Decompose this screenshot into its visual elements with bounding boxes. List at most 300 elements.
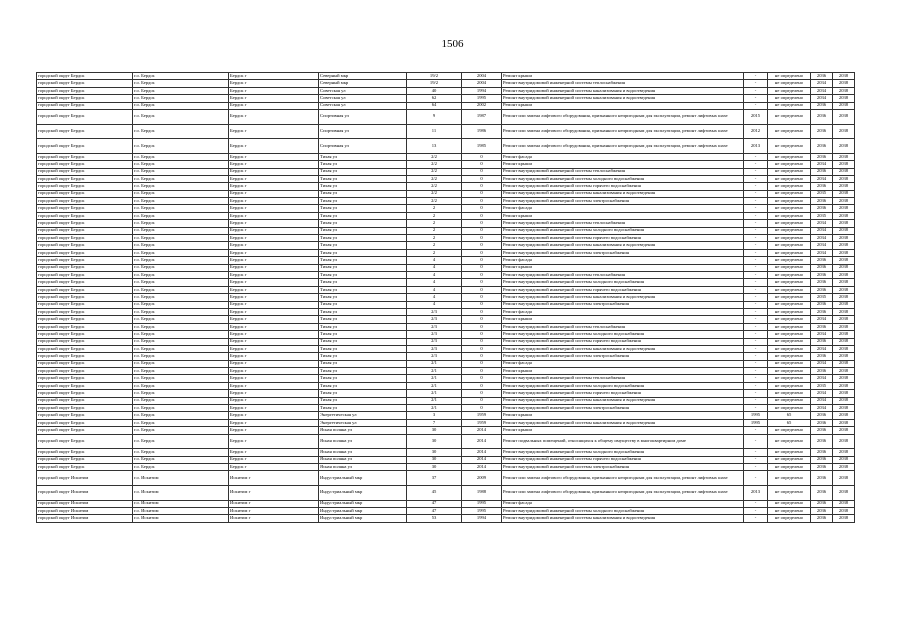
cell-plan-year-start: 2036 (811, 168, 833, 175)
cell-plan-year-end: 2038 (833, 500, 855, 507)
cell-locality: Бердск г (229, 308, 319, 315)
cell-last-repair-year: - (744, 434, 768, 449)
cell-street: Тихая ул (319, 353, 407, 360)
cell-house-number: 2/2 (407, 198, 462, 205)
cell-work-type: Ремонт фасада (502, 308, 744, 315)
cell-locality: Бердск г (229, 353, 319, 360)
cell-plan-year-end: 2038 (833, 390, 855, 397)
cell-plan-year-start: 2035 (811, 294, 833, 301)
cell-plan-year-start: 2034 (811, 249, 833, 256)
cell-wear-percent: не определено (768, 405, 811, 412)
cell-house-number: 2/2 (407, 183, 462, 190)
cell-plan-year-end: 2038 (833, 190, 855, 197)
cell-build-year: 2014 (462, 449, 502, 456)
cell-settlement: г.о. Бердск (133, 434, 229, 449)
cell-plan-year-end: 2038 (833, 515, 855, 522)
cell-plan-year-start: 2034 (811, 345, 833, 352)
table-row (37, 331, 855, 338)
cell-locality: Бердск г (229, 264, 319, 271)
cell-plan-year-start: 2036 (811, 485, 833, 500)
cell-wear-percent: не определено (768, 227, 811, 234)
cell-settlement: г.о. Бердск (133, 190, 229, 197)
cell-street: Тихая ул (319, 168, 407, 175)
table-row (37, 286, 855, 293)
cell-municipality: городской округ Бердск (37, 405, 133, 412)
cell-street: Советская ул (319, 102, 407, 109)
cell-settlement: г.о. Бердск (133, 95, 229, 102)
cell-locality: Бердск г (229, 271, 319, 278)
cell-house-number: 30 (407, 456, 462, 463)
cell-municipality: городской округ Бердск (37, 168, 133, 175)
table-row (37, 507, 855, 514)
cell-plan-year-end: 2038 (833, 412, 855, 419)
table-row (37, 368, 855, 375)
cell-settlement: г.о. Искитим (133, 515, 229, 522)
cell-wear-percent: не определено (768, 87, 811, 94)
cell-plan-year-end: 2038 (833, 161, 855, 168)
cell-plan-year-start: 2036 (811, 507, 833, 514)
table-row (37, 95, 855, 102)
cell-build-year: 0 (462, 353, 502, 360)
table-row (37, 271, 855, 278)
cell-wear-percent: не определено (768, 485, 811, 500)
cell-municipality: городской округ Бердск (37, 390, 133, 397)
cell-last-repair-year: - (744, 463, 768, 470)
cell-plan-year-start: 2036 (811, 463, 833, 470)
cell-work-type: Ремонт внутридомовой инженерной системы горячего водоснабжения (502, 235, 744, 242)
cell-plan-year-end: 2038 (833, 485, 855, 500)
cell-work-type: Ремонт фасада (502, 257, 744, 264)
cell-wear-percent: не определено (768, 95, 811, 102)
cell-settlement: г.о. Бердск (133, 220, 229, 227)
cell-locality: Бердск г (229, 205, 319, 212)
cell-work-type: Ремонт внутридомовой инженерной системы холодного водоснабжения (502, 279, 744, 286)
cell-municipality: городской округ Бердск (37, 331, 133, 338)
cell-street: Тихая ул (319, 227, 407, 234)
cell-municipality: городской округ Бердск (37, 87, 133, 94)
cell-settlement: г.о. Бердск (133, 264, 229, 271)
cell-locality: Бердск г (229, 95, 319, 102)
cell-plan-year-start: 2036 (811, 264, 833, 271)
table-row (37, 397, 855, 404)
table-row (37, 205, 855, 212)
cell-municipality: городской округ Бердск (37, 198, 133, 205)
cell-work-type: Ремонт внутридомовой инженерной системы канализования и водоотведения (502, 397, 744, 404)
cell-plan-year-start: 2034 (811, 390, 833, 397)
cell-municipality: городской округ Бердск (37, 205, 133, 212)
cell-wear-percent: не определено (768, 294, 811, 301)
cell-settlement: г.о. Бердск (133, 375, 229, 382)
cell-municipality: городской округ Бердск (37, 220, 133, 227)
cell-work-type: Ремонт крыши (502, 212, 744, 219)
cell-wear-percent: не определено (768, 220, 811, 227)
cell-work-type: Ремонт или замена лифтового оборудования, признанного непригодным для эксплуатации, ремонт лифтовых шахт (502, 109, 744, 124)
cell-plan-year-start: 2034 (811, 175, 833, 182)
cell-street: Тихая ул (319, 198, 407, 205)
cell-wear-percent: не определено (768, 264, 811, 271)
cell-municipality: городской округ Бердск (37, 124, 133, 139)
cell-street: Тихая ул (319, 183, 407, 190)
cell-last-repair-year: - (744, 257, 768, 264)
cell-municipality: городской округ Искитим (37, 515, 133, 522)
cell-municipality: городской округ Бердск (37, 80, 133, 87)
cell-locality: Бердск г (229, 153, 319, 160)
cell-build-year: 0 (462, 382, 502, 389)
cell-plan-year-end: 2038 (833, 220, 855, 227)
cell-house-number: 53 (407, 515, 462, 522)
cell-build-year: 1988 (462, 485, 502, 500)
cell-locality: Бердск г (229, 331, 319, 338)
cell-wear-percent: не определено (768, 434, 811, 449)
cell-settlement: г.о. Бердск (133, 87, 229, 94)
cell-municipality: городской округ Бердск (37, 449, 133, 456)
cell-plan-year-end: 2038 (833, 153, 855, 160)
cell-work-type: Ремонт внутридомовой инженерной системы холодного водоснабжения (502, 507, 744, 514)
cell-street: Тихая ул (319, 190, 407, 197)
cell-municipality: городской округ Бердск (37, 345, 133, 352)
cell-house-number: 4 (407, 294, 462, 301)
cell-street: Энергетическая ул (319, 412, 407, 419)
cell-plan-year-start: 2035 (811, 382, 833, 389)
cell-work-type: Ремонт крыши (502, 161, 744, 168)
table-row (37, 80, 855, 87)
cell-locality: Бердск г (229, 212, 319, 219)
cell-last-repair-year: - (744, 456, 768, 463)
cell-plan-year-end: 2038 (833, 257, 855, 264)
table-row (37, 139, 855, 154)
cell-house-number: 7 (407, 419, 462, 426)
cell-plan-year-start: 2036 (811, 456, 833, 463)
cell-last-repair-year: - (744, 73, 768, 80)
cell-municipality: городской округ Бердск (37, 73, 133, 80)
cell-municipality: городской округ Искитим (37, 471, 133, 486)
cell-house-number: 19/2 (407, 80, 462, 87)
cell-house-number: 2 (407, 235, 462, 242)
cell-plan-year-start: 2036 (811, 124, 833, 139)
cell-house-number: 2/2 (407, 175, 462, 182)
cell-house-number: 2/1 (407, 375, 462, 382)
cell-house-number: 2 (407, 227, 462, 234)
cell-last-repair-year: - (744, 227, 768, 234)
cell-plan-year-end: 2038 (833, 73, 855, 80)
cell-locality: Бердск г (229, 242, 319, 249)
cell-work-type: Ремонт внутридомовой инженерной системы теплоснабжения (502, 375, 744, 382)
cell-house-number: 4 (407, 286, 462, 293)
cell-wear-percent: не определено (768, 212, 811, 219)
cell-work-type: Ремонт внутридомовой инженерной системы канализования и водоотведения (502, 95, 744, 102)
cell-house-number: 45 (407, 485, 462, 500)
cell-work-type: Ремонт или замена лифтового оборудования, признанного непригодным для эксплуатации, ремонт лифтовых шахт (502, 124, 744, 139)
cell-work-type: Ремонт внутридомовой инженерной системы горячего водоснабжения (502, 456, 744, 463)
table-body (37, 73, 855, 523)
cell-build-year: 0 (462, 316, 502, 323)
table-row (37, 390, 855, 397)
cell-wear-percent: не определено (768, 323, 811, 330)
cell-last-repair-year: 2013 (744, 485, 768, 500)
cell-settlement: г.о. Бердск (133, 353, 229, 360)
table-row (37, 382, 855, 389)
table-row (37, 249, 855, 256)
cell-municipality: городской округ Бердск (37, 190, 133, 197)
table-row (37, 434, 855, 449)
cell-plan-year-start: 2036 (811, 419, 833, 426)
cell-street: Советская ул (319, 87, 407, 94)
cell-build-year: 2014 (462, 427, 502, 434)
cell-street: Тихая ул (319, 153, 407, 160)
cell-last-repair-year: - (744, 242, 768, 249)
cell-settlement: г.о. Бердск (133, 308, 229, 315)
cell-last-repair-year: - (744, 153, 768, 160)
cell-locality: Бердск г (229, 412, 319, 419)
cell-municipality: городской округ Бердск (37, 294, 133, 301)
cell-house-number: 2/3 (407, 316, 462, 323)
cell-plan-year-end: 2038 (833, 279, 855, 286)
cell-plan-year-start: 2036 (811, 257, 833, 264)
table-row (37, 456, 855, 463)
cell-build-year: 0 (462, 331, 502, 338)
cell-wear-percent: не определено (768, 124, 811, 139)
cell-locality: Искитим г (229, 500, 319, 507)
cell-build-year: 1995 (462, 95, 502, 102)
cell-locality: Бердск г (229, 124, 319, 139)
table-row (37, 485, 855, 500)
cell-last-repair-year: - (744, 264, 768, 271)
cell-house-number: 2/1 (407, 390, 462, 397)
cell-plan-year-start: 2034 (811, 331, 833, 338)
cell-house-number: 2/3 (407, 345, 462, 352)
cell-settlement: г.о. Бердск (133, 271, 229, 278)
cell-municipality: городской округ Бердск (37, 249, 133, 256)
cell-wear-percent: не определено (768, 382, 811, 389)
table-row (37, 124, 855, 139)
cell-street: Ясная поляна ул (319, 456, 407, 463)
table-row (37, 449, 855, 456)
cell-plan-year-end: 2038 (833, 360, 855, 367)
cell-work-type: Ремонт внутридомовой инженерной системы электроснабжения (502, 405, 744, 412)
cell-wear-percent: не определено (768, 102, 811, 109)
cell-settlement: г.о. Бердск (133, 257, 229, 264)
cell-work-type: Ремонт внутридомовой инженерной системы электроснабжения (502, 198, 744, 205)
cell-municipality: городской округ Бердск (37, 153, 133, 160)
table-row (37, 279, 855, 286)
cell-last-repair-year: - (744, 375, 768, 382)
cell-house-number: 37 (407, 471, 462, 486)
cell-municipality: городской округ Бердск (37, 397, 133, 404)
cell-build-year: 0 (462, 405, 502, 412)
cell-street: Ясная поляна ул (319, 434, 407, 449)
cell-municipality: городской округ Бердск (37, 95, 133, 102)
table-row (37, 190, 855, 197)
cell-plan-year-end: 2038 (833, 102, 855, 109)
cell-work-type: Ремонт внутридомовой инженерной системы электроснабжения (502, 353, 744, 360)
cell-house-number: 4 (407, 264, 462, 271)
cell-house-number: 13 (407, 139, 462, 154)
cell-wear-percent: не определено (768, 301, 811, 308)
cell-build-year: 0 (462, 227, 502, 234)
cell-settlement: г.о. Бердск (133, 294, 229, 301)
cell-plan-year-start: 2036 (811, 271, 833, 278)
cell-work-type: Ремонт фасада (502, 153, 744, 160)
cell-settlement: г.о. Бердск (133, 301, 229, 308)
cell-wear-percent: не определено (768, 153, 811, 160)
cell-locality: Бердск г (229, 183, 319, 190)
cell-wear-percent: не определено (768, 507, 811, 514)
cell-plan-year-start: 2034 (811, 95, 833, 102)
cell-plan-year-end: 2038 (833, 264, 855, 271)
cell-plan-year-end: 2038 (833, 109, 855, 124)
cell-work-type: Ремонт внутридомовой инженерной системы холодного водоснабжения (502, 449, 744, 456)
cell-plan-year-end: 2038 (833, 434, 855, 449)
cell-plan-year-start: 2034 (811, 235, 833, 242)
cell-street: Спортивная ул (319, 109, 407, 124)
cell-settlement: г.о. Бердск (133, 419, 229, 426)
cell-last-repair-year: - (744, 368, 768, 375)
cell-settlement: г.о. Бердск (133, 183, 229, 190)
cell-locality: Бердск г (229, 419, 319, 426)
cell-plan-year-start: 2036 (811, 102, 833, 109)
cell-street: Спортивная ул (319, 139, 407, 154)
cell-settlement: г.о. Бердск (133, 463, 229, 470)
cell-last-repair-year: - (744, 271, 768, 278)
cell-plan-year-start: 2035 (811, 212, 833, 219)
cell-street: Ясная поляна ул (319, 427, 407, 434)
cell-street: Спортивная ул (319, 124, 407, 139)
cell-build-year: 2002 (462, 102, 502, 109)
cell-wear-percent: не определено (768, 205, 811, 212)
cell-settlement: г.о. Бердск (133, 124, 229, 139)
cell-house-number: 11 (407, 124, 462, 139)
cell-locality: Бердск г (229, 360, 319, 367)
cell-work-type: Ремонт крыши (502, 264, 744, 271)
cell-street: Тихая ул (319, 212, 407, 219)
cell-locality: Бердск г (229, 87, 319, 94)
cell-wear-percent: не определено (768, 183, 811, 190)
table-row (37, 198, 855, 205)
cell-plan-year-start: 2036 (811, 323, 833, 330)
cell-locality: Бердск г (229, 397, 319, 404)
cell-build-year: 2014 (462, 463, 502, 470)
cell-plan-year-end: 2038 (833, 449, 855, 456)
cell-build-year: 0 (462, 286, 502, 293)
cell-last-repair-year: - (744, 220, 768, 227)
cell-plan-year-start: 2034 (811, 360, 833, 367)
cell-house-number: 2/1 (407, 405, 462, 412)
cell-street: Тихая ул (319, 323, 407, 330)
table-row (37, 360, 855, 367)
cell-wear-percent: не определено (768, 368, 811, 375)
cell-house-number: 64 (407, 102, 462, 109)
cell-street: Тихая ул (319, 301, 407, 308)
cell-settlement: г.о. Бердск (133, 249, 229, 256)
cell-work-type: Ремонт внутридомовой инженерной системы электроснабжения (502, 463, 744, 470)
cell-locality: Бердск г (229, 463, 319, 470)
cell-plan-year-end: 2038 (833, 507, 855, 514)
cell-plan-year-start: 2036 (811, 434, 833, 449)
cell-work-type: Ремонт крыши (502, 427, 744, 434)
cell-house-number: 2/3 (407, 308, 462, 315)
cell-municipality: городской округ Искитим (37, 500, 133, 507)
cell-locality: Бердск г (229, 227, 319, 234)
cell-locality: Бердск г (229, 286, 319, 293)
cell-last-repair-year: - (744, 338, 768, 345)
cell-last-repair-year: 2013 (744, 139, 768, 154)
cell-plan-year-start: 2036 (811, 153, 833, 160)
cell-settlement: г.о. Бердск (133, 205, 229, 212)
cell-build-year: 1959 (462, 419, 502, 426)
cell-street: Северный мкр (319, 73, 407, 80)
cell-settlement: г.о. Бердск (133, 345, 229, 352)
cell-last-repair-year: - (744, 308, 768, 315)
cell-street: Тихая ул (319, 382, 407, 389)
cell-plan-year-start: 2036 (811, 449, 833, 456)
cell-build-year: 0 (462, 390, 502, 397)
cell-build-year: 0 (462, 175, 502, 182)
cell-plan-year-start: 2036 (811, 471, 833, 486)
cell-plan-year-start: 2036 (811, 368, 833, 375)
cell-wear-percent: не определено (768, 360, 811, 367)
cell-municipality: городской округ Бердск (37, 235, 133, 242)
cell-wear-percent: не определено (768, 257, 811, 264)
cell-wear-percent: не определено (768, 463, 811, 470)
cell-street: Тихая ул (319, 235, 407, 242)
cell-plan-year-end: 2038 (833, 316, 855, 323)
cell-build-year: 1994 (462, 87, 502, 94)
cell-street: Тихая ул (319, 271, 407, 278)
cell-plan-year-start: 2036 (811, 412, 833, 419)
cell-work-type: Ремонт крыши (502, 73, 744, 80)
cell-wear-percent: не определено (768, 500, 811, 507)
cell-work-type: Ремонт фасада (502, 500, 744, 507)
cell-plan-year-start: 2034 (811, 242, 833, 249)
cell-street: Индустриальный мкр (319, 485, 407, 500)
cell-work-type: Ремонт крыши (502, 368, 744, 375)
cell-last-repair-year: - (744, 279, 768, 286)
cell-wear-percent: не определено (768, 242, 811, 249)
cell-build-year: 0 (462, 368, 502, 375)
cell-street: Тихая ул (319, 249, 407, 256)
cell-build-year: 1995 (462, 507, 502, 514)
cell-locality: Бердск г (229, 249, 319, 256)
cell-settlement: г.о. Бердск (133, 161, 229, 168)
table-row (37, 168, 855, 175)
cell-municipality: городской округ Бердск (37, 279, 133, 286)
cell-build-year: 2014 (462, 434, 502, 449)
cell-house-number: 4 (407, 271, 462, 278)
cell-plan-year-end: 2038 (833, 227, 855, 234)
table-row (37, 87, 855, 94)
cell-plan-year-start: 2035 (811, 190, 833, 197)
cell-wear-percent: не определено (768, 198, 811, 205)
cell-plan-year-end: 2038 (833, 124, 855, 139)
cell-work-type: Ремонт внутридомовой инженерной системы канализования и водоотведения (502, 242, 744, 249)
cell-plan-year-start: 2034 (811, 375, 833, 382)
cell-last-repair-year: - (744, 294, 768, 301)
cell-settlement: г.о. Бердск (133, 286, 229, 293)
cell-plan-year-end: 2038 (833, 168, 855, 175)
cell-settlement: г.о. Бердск (133, 168, 229, 175)
cell-house-number: 2/3 (407, 338, 462, 345)
table-row (37, 375, 855, 382)
cell-street: Тихая ул (319, 316, 407, 323)
cell-work-type: Ремонт внутридомовой инженерной системы канализования и водоотведения (502, 190, 744, 197)
cell-locality: Бердск г (229, 161, 319, 168)
cell-locality: Бердск г (229, 190, 319, 197)
cell-municipality: городской округ Бердск (37, 456, 133, 463)
cell-plan-year-end: 2038 (833, 427, 855, 434)
cell-plan-year-end: 2038 (833, 294, 855, 301)
cell-municipality: городской округ Бердск (37, 308, 133, 315)
cell-build-year: 1995 (462, 500, 502, 507)
